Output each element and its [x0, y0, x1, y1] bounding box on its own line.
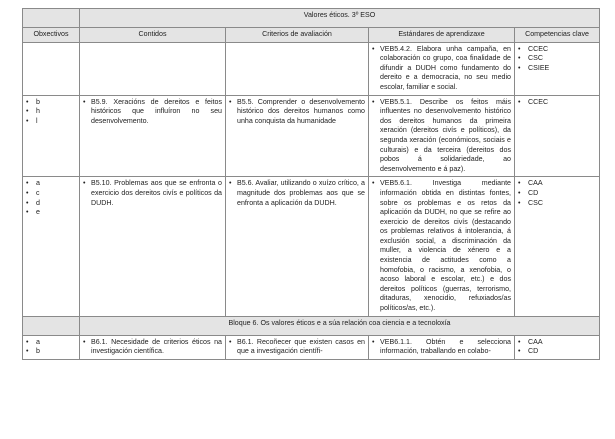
- bullet-mark: •: [372, 44, 375, 53]
- estandar-text: VEB5.5.1. Describe os feitos máis influentes no desenvolvemento histórico dos dereitos humanos da primeira xeración (dereitos civís e políticos), da segunda xeración (económicos, sociais e culturais) e da terceira (dereitos dos pobos á solidariedade, ao desenvolvemento e á paz).: [380, 97, 511, 173]
- criterios-cell: [226, 177, 369, 316]
- bullet-mark: •: [26, 179, 29, 188]
- bullet-mark: •: [518, 347, 521, 356]
- competencias-cell: [515, 177, 600, 316]
- contidos-cell: [80, 177, 226, 316]
- objectivo-item: d: [36, 198, 40, 207]
- curriculum-table: [22, 8, 600, 360]
- bullet-mark: •: [229, 337, 232, 346]
- competencia-item: CCEC: [528, 97, 549, 106]
- bullet-mark: •: [26, 198, 29, 207]
- header-criterios: Criterios de avaliación: [226, 28, 369, 43]
- bullet-mark: •: [372, 97, 375, 106]
- objectivo-item: a: [36, 179, 40, 188]
- header-competencias: Competencias clave: [515, 28, 600, 43]
- objectivo-item: b: [36, 347, 40, 356]
- criterios-cell: [226, 95, 369, 177]
- competencias-cell: [515, 335, 600, 359]
- table-title: Valores éticos. 3º ESO: [80, 9, 600, 28]
- bullet-mark: •: [26, 97, 29, 106]
- estandares-cell: [369, 42, 515, 95]
- bullet-mark: •: [518, 179, 521, 188]
- bullet-mark: •: [83, 97, 86, 106]
- bullet-mark: •: [26, 337, 29, 346]
- bullet-mark: •: [518, 198, 521, 207]
- bullet-mark: •: [518, 44, 521, 53]
- objectivos-cell: [23, 42, 80, 95]
- bullet-mark: •: [26, 188, 29, 197]
- bullet-mark: •: [83, 179, 86, 188]
- competencias-cell: [515, 42, 600, 95]
- header-estandares: Estándares de aprendizaxe: [369, 28, 515, 43]
- criterio-text: B5.5. Comprender o desenvolvemento histórico dos dereitos humanos como unha conquista da humanidade: [237, 97, 365, 125]
- bullet-mark: •: [518, 63, 521, 72]
- bullet-mark: •: [26, 347, 29, 356]
- bullet-mark: •: [26, 107, 29, 116]
- estandar-text: VEB6.1.1. Obtén e selecciona información, traballando en colabo-: [380, 337, 511, 356]
- competencia-item: CD: [528, 188, 539, 197]
- bloque-row: [23, 316, 600, 335]
- bullet-mark: •: [229, 179, 232, 188]
- bullet-mark: •: [518, 337, 521, 346]
- estandares-cell: [369, 177, 515, 316]
- table-row: [23, 177, 600, 316]
- table-title-row: [23, 9, 600, 28]
- table-row: [23, 95, 600, 177]
- objectivo-item: b: [36, 97, 40, 106]
- objectivos-cell: [23, 177, 80, 316]
- table-row: [23, 42, 600, 95]
- objectivo-item: l: [36, 116, 38, 125]
- objectivo-item: c: [36, 188, 40, 197]
- contido-text: B6.1. Necesidade de criterios éticos na investigación científica.: [91, 337, 222, 356]
- bullet-mark: •: [518, 188, 521, 197]
- competencia-item: CSIEE: [528, 63, 550, 72]
- criterios-cell: [226, 335, 369, 359]
- estandares-cell: [369, 335, 515, 359]
- table-row: [23, 335, 600, 359]
- header-contidos: Contidos: [80, 28, 226, 43]
- competencias-cell: [515, 95, 600, 177]
- objectivo-item: a: [36, 337, 40, 346]
- title-spacer-cell: [23, 9, 80, 28]
- estandar-text: VEB5.6.1. Investiga mediante información obtida en distintas fontes, sobre os problemas e os retos da aplicación da DUDH, no que se refire ao exercicio de dereitos civís (destacando os problemas relativos á intolerancia, á exclusión social, a discriminación da muller, a violencia de xénero e a existencia de actitudes como a homofobia, o racismo, a xenofobia, o acoso laboral e escolar, etc.) e dos dereitos políticos (guerras, terrorismo, ditaduras, xenocidio, refuxiados/as políticos/as, etc.).: [380, 179, 511, 313]
- header-objectivos: Obxectivos: [23, 28, 80, 43]
- contidos-cell: [80, 335, 226, 359]
- competencia-item: CD: [528, 347, 539, 356]
- bullet-mark: •: [26, 116, 29, 125]
- bullet-mark: •: [518, 97, 521, 106]
- bullet-mark: •: [229, 97, 232, 106]
- objectivos-cell: [23, 335, 80, 359]
- contido-text: B5.10. Problemas aos que se enfronta o exercicio dos dereitos civís e políticos da DUDH.: [91, 179, 222, 207]
- competencia-item: CAA: [528, 337, 543, 346]
- contido-text: B5.9. Xeracións de dereitos e feitos históricos que influíron no seu desenvolvemento.: [91, 97, 222, 125]
- competencia-item: CSC: [528, 198, 543, 207]
- objectivo-item: e: [36, 208, 40, 217]
- competencia-item: CAA: [528, 179, 543, 188]
- competencia-item: CCEC: [528, 44, 549, 53]
- bullet-mark: •: [372, 179, 375, 188]
- criterio-text: B6.1. Recoñecer que existen casos en que a investigación científi-: [237, 337, 365, 356]
- bullet-mark: •: [518, 54, 521, 63]
- criterio-text: B5.6. Avaliar, utilizando o xuízo crítico, a magnitude dos problemas aos que se enfronta a aplicación da DUDH.: [237, 179, 365, 207]
- bullet-mark: •: [372, 337, 375, 346]
- criterios-cell: [226, 42, 369, 95]
- bullet-mark: •: [26, 208, 29, 217]
- contidos-cell: [80, 95, 226, 177]
- bloque-spacer-cell: [23, 316, 80, 335]
- bloque-title: Bloque 6. Os valores éticos e a súa relación coa ciencia e a tecnoloxía: [80, 316, 600, 335]
- estandares-cell: [369, 95, 515, 177]
- header-row: [23, 28, 600, 43]
- bullet-mark: •: [83, 337, 86, 346]
- contidos-cell: [80, 42, 226, 95]
- estandar-text: VEB5.4.2. Elabora unha campaña, en colaboración co grupo, coa finalidade de difundir a DUDH como fundamento do dereito e a democracia, no seu medio escolar, familiar e social.: [380, 44, 511, 91]
- objectivos-cell: [23, 95, 80, 177]
- competencia-item: CSC: [528, 54, 543, 63]
- objectivo-item: h: [36, 107, 40, 116]
